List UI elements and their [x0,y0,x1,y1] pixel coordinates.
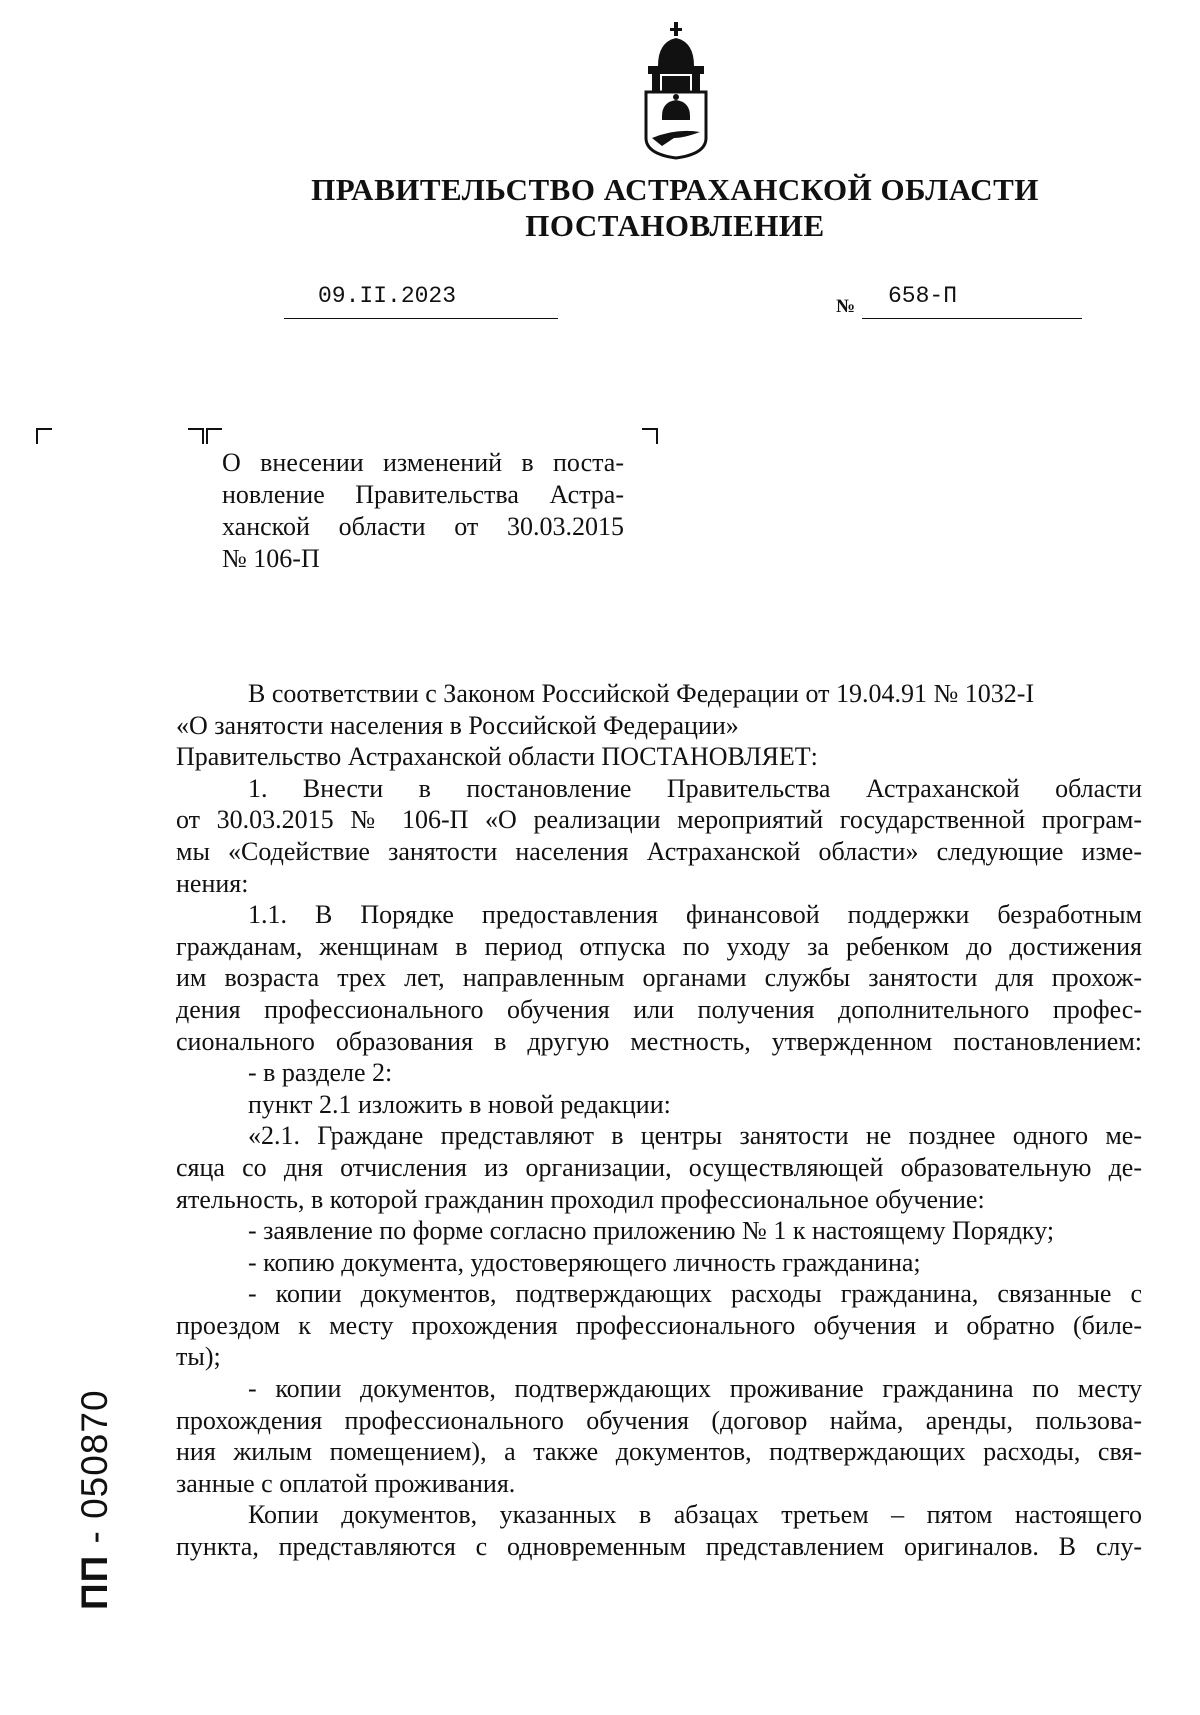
body-line: от 30.03.2015 № 106-П «О реализации мероприятий государственной програм- [176,805,1142,835]
document-subject [222,447,624,575]
body-line: занные с оплатой проживания. [176,1468,516,1498]
form-serial-number [74,1389,116,1610]
number-underline [862,318,1082,319]
body-line: мы «Содействие занятости населения Астраханской области» следующие изме- [176,836,1142,866]
subject-corner-mark [188,428,204,444]
serial-prefix: ПП [74,1554,115,1610]
body-line: пункт 2.1 изложить в новой редакции: [248,1089,671,1119]
body-line: ния жилым помещением), а также документов, подтверждающих расходы, свя- [176,1437,1142,1467]
subject-corner-mark [206,428,222,444]
subject-line: О внесении изменений в поста- [222,448,624,477]
number-label: № [836,296,856,317]
body-line: - копии документов, подтверждающих проживание гражданина по месту [248,1374,1142,1404]
body-line: 1.1. В Порядке предоставления финансовой поддержки безработным [248,900,1142,930]
body-line: «О занятости населения в Российской Федерации» [176,710,739,740]
body-line: ятельность, в которой гражданин проходил профессиональное обучение: [176,1184,985,1214]
body-line: В соответствии с Законом Российской Федерации от 19.04.91 № 1032-I [248,679,1035,708]
body-line: гражданам, женщинам в период отпуска по уходу за ребенком до достижения [176,931,1142,961]
body-line: - копию документа, удостоверяющего личность гражданина; [248,1247,921,1277]
subject-corner-mark [642,428,658,444]
serial-number: 050870 [74,1389,115,1519]
serial-dash: - [74,1518,115,1555]
coat-of-arms-icon [638,20,714,160]
document-type-title: ПОСТАНОВЛЕНИЕ [525,208,825,243]
subject-line: новление Правительства Астра- [222,480,624,509]
organization-title: ПРАВИТЕЛЬСТВО АСТРАХАНСКОЙ ОБЛАСТИ [311,172,1039,207]
body-line: сяца со дня отчисления из организации, осуществляющей образовательную де- [176,1152,1142,1182]
subject-line: № 106-П [222,544,320,573]
body-line: - в разделе 2: [248,1058,393,1088]
body-line: Копии документов, указанных в абзацах третьем – пятом настоящего [248,1500,1142,1530]
document-date: 09.II.2023 [318,283,457,309]
body-line: «2.1. Граждане представляют в центры занятости не позднее одного ме- [248,1121,1142,1151]
body-line: Правительство Астраханской области ПОСТАНОВЛЯЕТ: [176,742,818,772]
body-line: ты); [176,1342,221,1372]
body-line: прохождения профессионального обучения (договор найма, аренды, пользова- [176,1405,1142,1435]
body-line: проездом к месту прохождения профессионального обучения и обратно (биле- [176,1310,1142,1340]
margin-corner-mark [36,428,52,444]
body-line: сионального образования в другую местность, утвержденном постановлением: [176,1026,1142,1056]
body-line: 1. Внести в постановление Правительства Астраханской области [248,773,1142,803]
body-line: - копии документов, подтверждающих расходы гражданина, связанные с [248,1279,1142,1309]
document-body [176,678,1142,1563]
body-line: - заявление по форме согласно приложению № 1 к настоящему Порядку; [248,1216,1055,1246]
date-underline [284,318,558,319]
body-line: дения профессионального обучения или получения дополнительного профес- [176,994,1142,1024]
subject-line: ханской области от 30.03.2015 [222,512,624,541]
body-line: им возраста трех лет, направленным органами службы занятости для прохож- [176,963,1142,993]
body-line: пункта, представляются с одновременным представлением оригиналов. В слу- [176,1532,1142,1562]
body-line: нения: [176,868,249,898]
document-number: 658-П [888,283,958,309]
